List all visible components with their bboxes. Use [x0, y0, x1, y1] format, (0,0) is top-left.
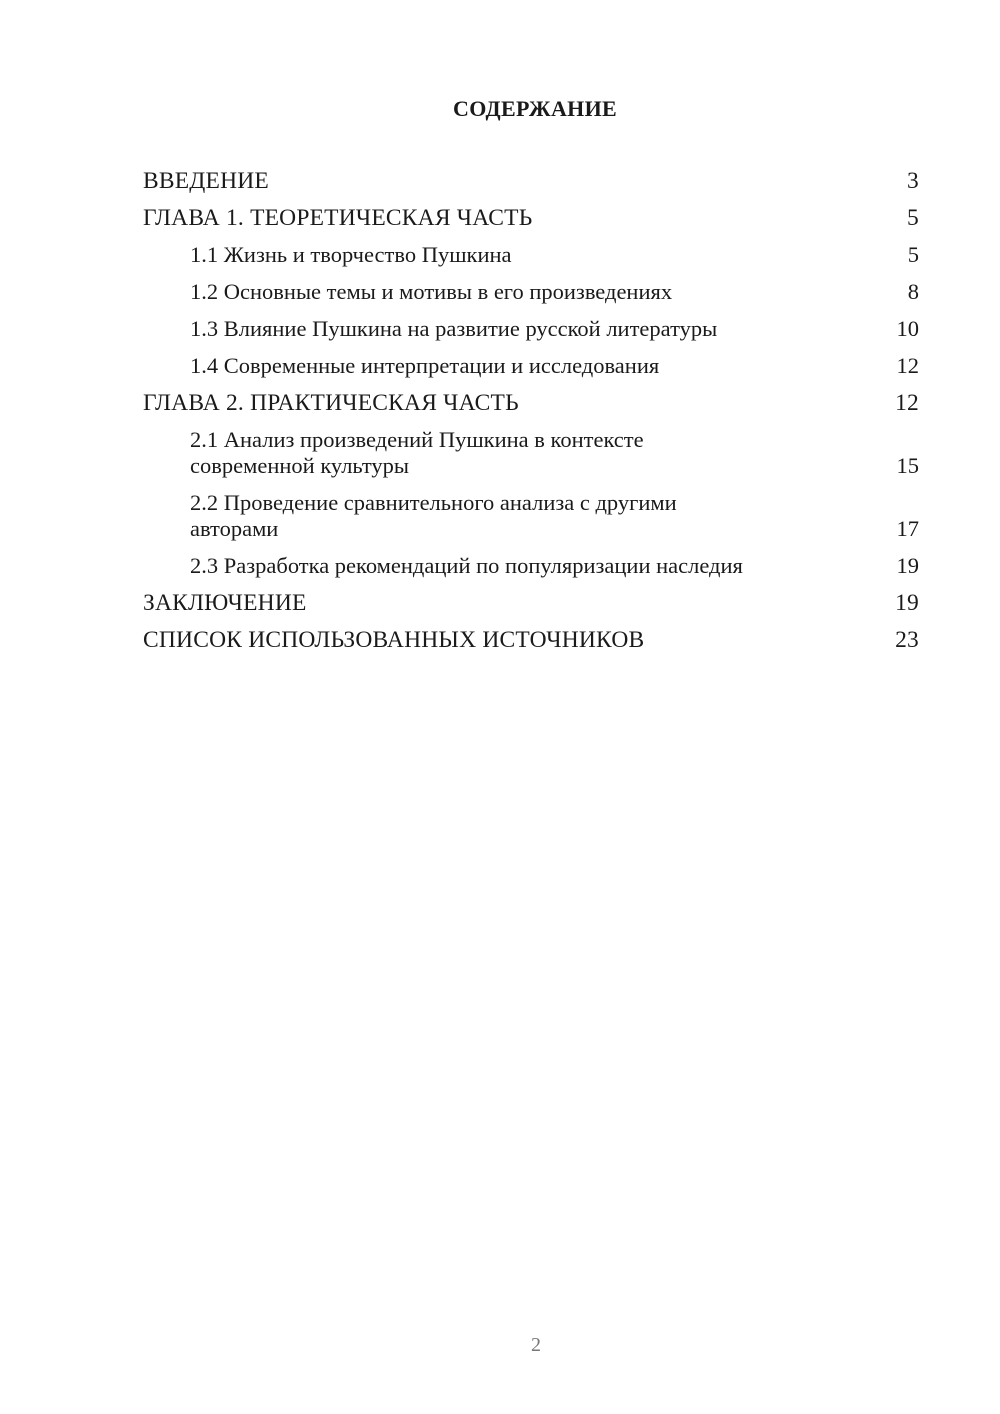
toc-entry-section-2-1: [143, 427, 919, 479]
toc-entry-text: ГЛАВА 2. ПРАКТИЧЕСКАЯ ЧАСТЬ: [143, 390, 519, 416]
toc-entry-chapter-2: [143, 390, 919, 416]
toc-entry-page: 8: [907, 279, 919, 304]
toc-entry-page: 15: [896, 453, 919, 478]
toc-entry-chapter-1: [143, 205, 919, 231]
toc-entry-text: ГЛАВА 1. ТЕОРЕТИЧЕСКАЯ ЧАСТЬ: [143, 205, 533, 231]
toc-entry-section-1-1: [143, 242, 919, 268]
toc-entry-page: 5: [907, 242, 919, 267]
toc-entry-text: ВВЕДЕНИЕ: [143, 168, 269, 194]
toc-entry-section-2-3: [143, 553, 919, 579]
toc-entry-text: 1.1 Жизнь и творчество Пушкина: [190, 242, 512, 267]
toc-entry-text: СПИСОК ИСПОЛЬЗОВАННЫХ ИСТОЧНИКОВ: [143, 627, 645, 653]
toc-entry-conclusion: [143, 590, 919, 616]
toc-entry-text: 1.2 Основные темы и мотивы в его произведениях: [190, 279, 673, 304]
toc-entry-text: 1.3 Влияние Пушкина на развитие русской литературы: [190, 316, 718, 341]
toc-entry-section-1-2: [143, 279, 919, 305]
toc-entry-text: 2.2 Проведение сравнительного анализа с другими авторами: [190, 490, 677, 541]
table-of-contents: [143, 168, 919, 664]
toc-entry-page: 17: [896, 516, 919, 541]
toc-entry-section-1-3: [143, 316, 919, 342]
toc-entry-references: [143, 627, 919, 653]
toc-entry-page: 19: [896, 553, 919, 578]
toc-entry-page: 3: [907, 168, 919, 194]
toc-entry-introduction: [143, 168, 919, 194]
toc-entry-page: 12: [896, 353, 919, 378]
toc-entry-text: 1.4 Современные интерпретации и исследования: [190, 353, 660, 378]
toc-entry-page: 5: [907, 205, 919, 231]
toc-entry-text: ЗАКЛЮЧЕНИЕ: [143, 590, 307, 616]
toc-title: СОДЕРЖАНИЕ: [453, 96, 617, 121]
toc-entry-section-2-2: [143, 490, 919, 542]
page-number: 2: [531, 1334, 541, 1356]
toc-entry-page: 10: [896, 316, 919, 341]
toc-entry-section-1-4: [143, 353, 919, 379]
toc-entry-page: 23: [895, 627, 919, 653]
toc-entry-page: 19: [895, 590, 919, 616]
toc-entry-text: 2.1 Анализ произведений Пушкина в контексте современной культуры: [190, 427, 644, 478]
toc-entry-page: 12: [895, 390, 919, 416]
toc-entry-text: 2.3 Разработка рекомендаций по популяризации наследия: [190, 553, 743, 578]
